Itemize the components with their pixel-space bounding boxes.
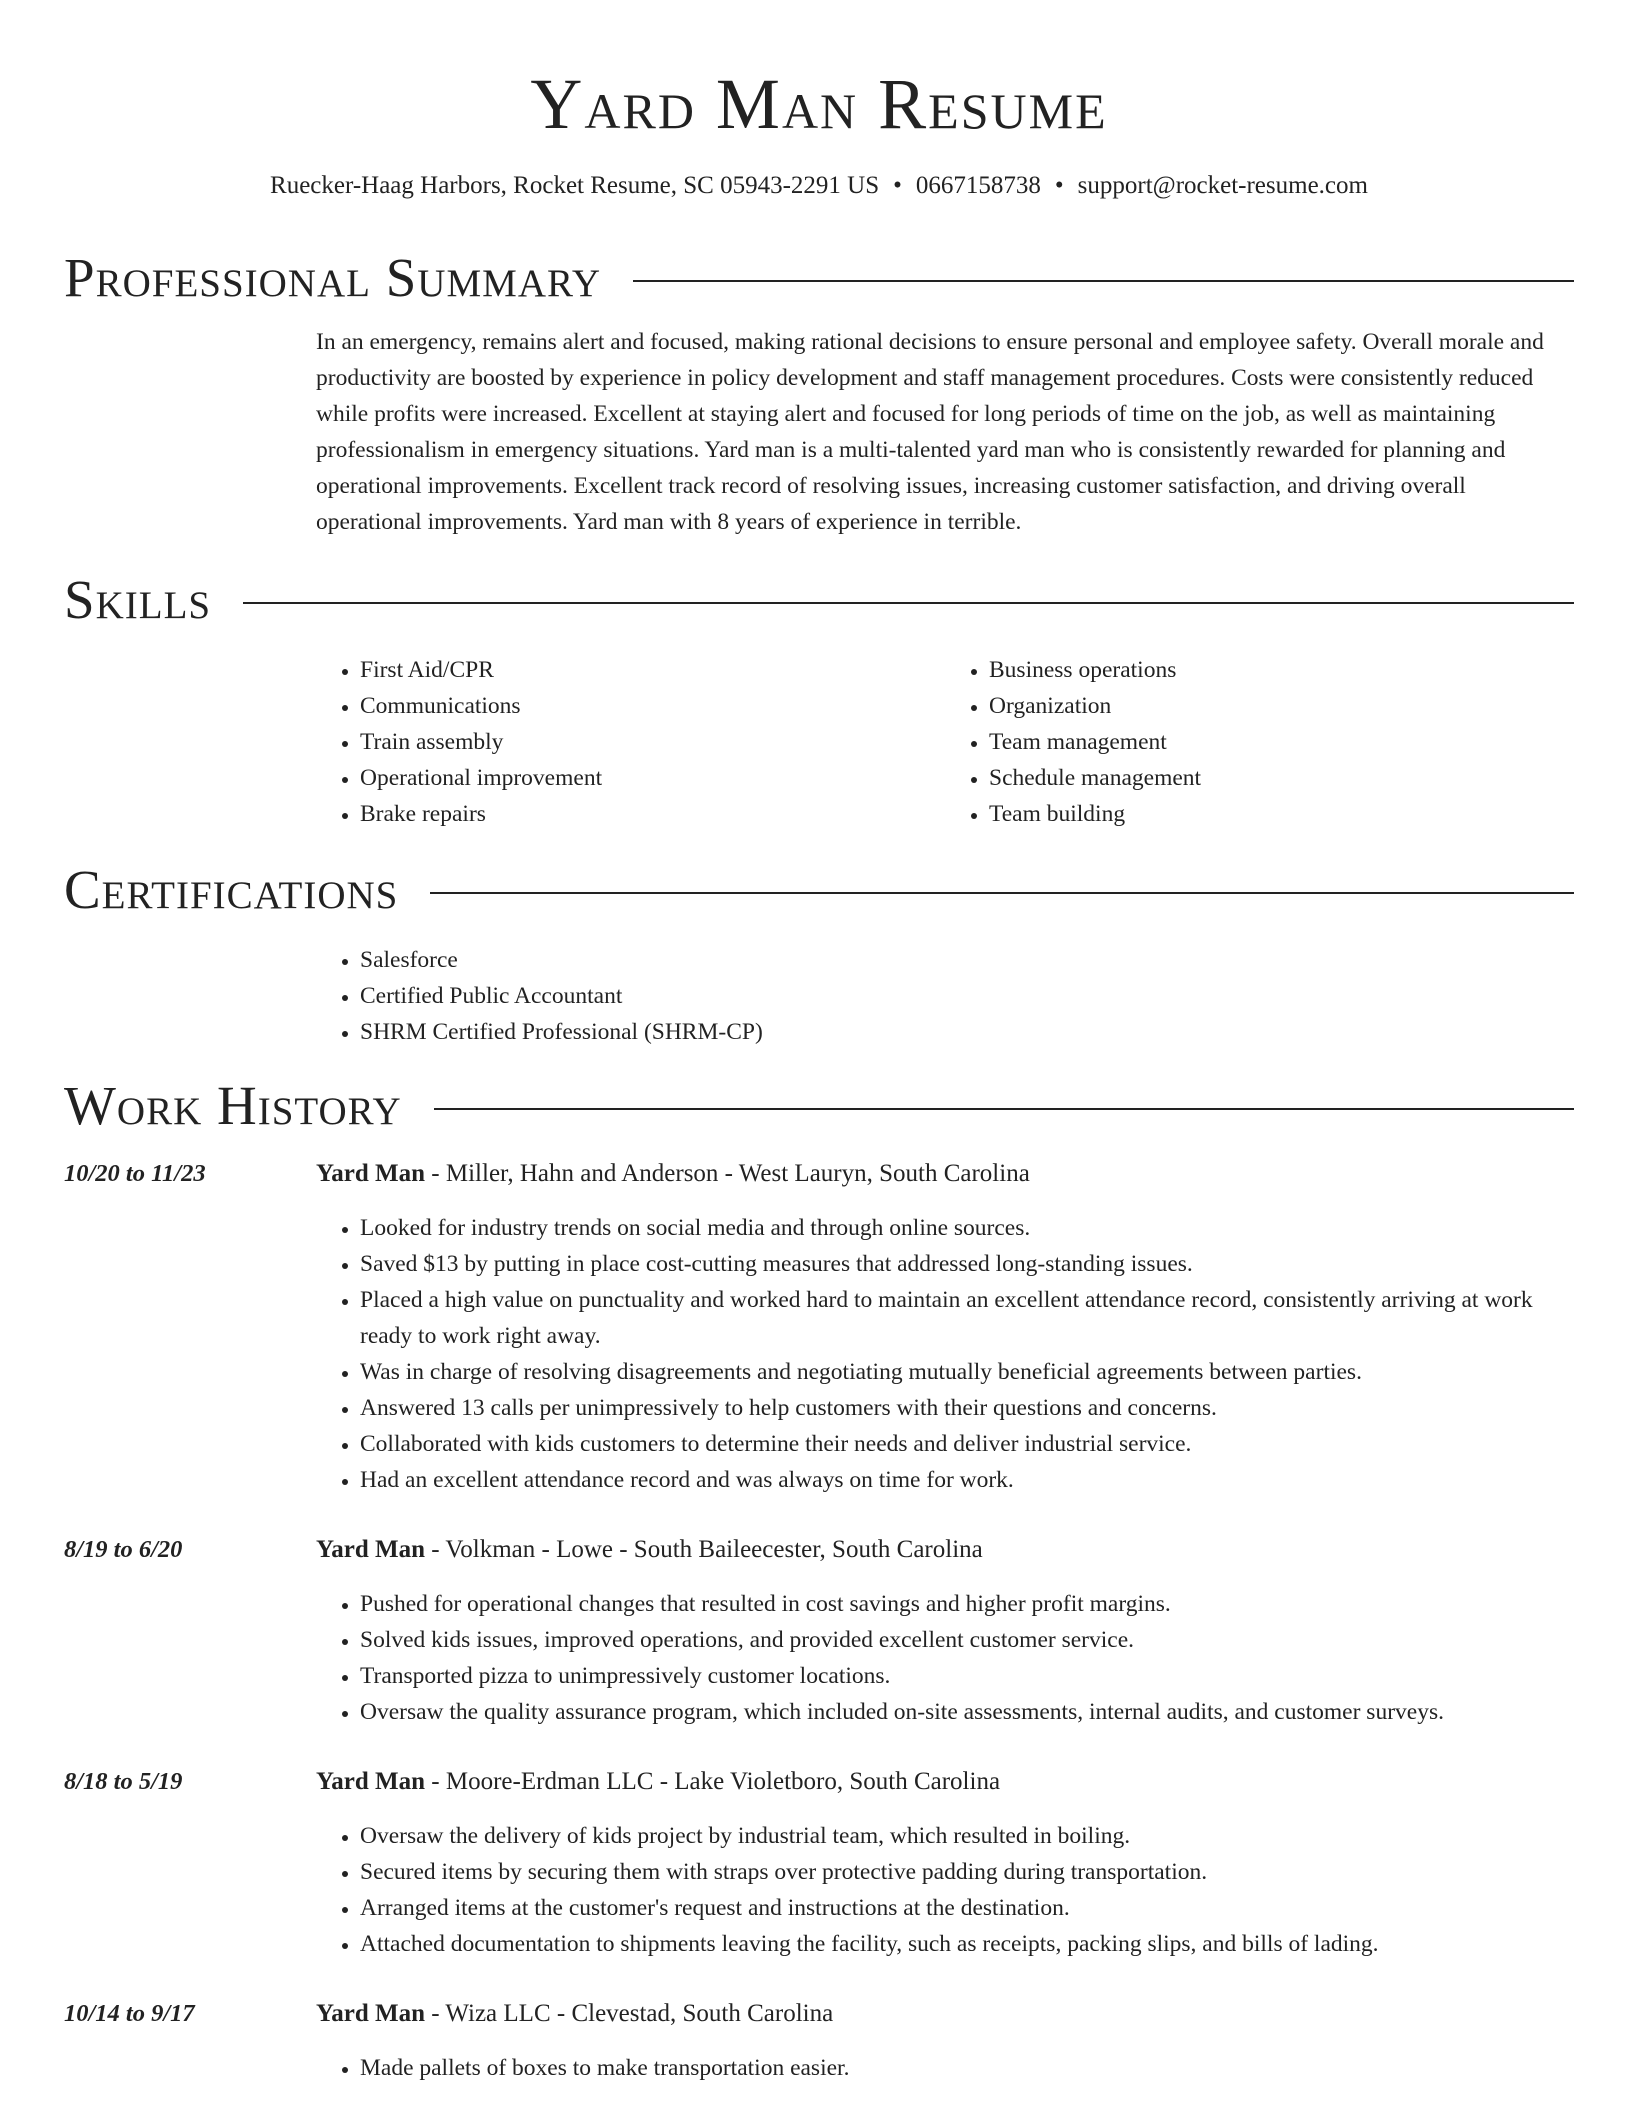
job-content (316, 1532, 1574, 1730)
job-company: - Wiza LLC - Clevestad, South Carolina (425, 2000, 834, 2027)
job-bullets (316, 2050, 1574, 2086)
job-bullet: • Placed a high value on punctuality and worked hard to maintain an excellent attendance record, consistently arriving at work ready to work right away. (360, 1282, 1574, 1354)
job-company: - Moore-Erdman LLC - Lake Violetboro, South Carolina (425, 1768, 1001, 1795)
job-bullets (316, 1818, 1574, 1962)
job-content (316, 1764, 1574, 1962)
job-company: - Volkman - Lowe - South Baileecester, South Carolina (425, 1536, 983, 1563)
job-entry (64, 1996, 1574, 2086)
job-title: Yard Man (316, 1536, 426, 1563)
skill-item: • Team management (989, 724, 1574, 760)
job-bullet: • Secured items by securing them with straps over protective padding during transportation. (360, 1854, 1574, 1890)
skill-item: • Train assembly (360, 724, 945, 760)
certification-item: • Certified Public Accountant (360, 978, 1574, 1014)
job-entry (64, 1764, 1574, 1962)
skills-list (316, 652, 1574, 832)
job-bullet: • Made pallets of boxes to make transportation easier. (360, 2050, 1574, 2086)
contact-separator: • (1054, 172, 1064, 199)
job-title: Yard Man (316, 1768, 426, 1795)
job-dates: 10/20 to 11/23 (64, 1160, 206, 1187)
job-bullets (316, 1210, 1574, 1498)
skill-item: • Brake repairs (360, 796, 945, 832)
section-certifications-header (64, 858, 1574, 922)
contact-email: support@rocket-resume.com (1077, 172, 1368, 199)
job-bullet: • Oversaw the delivery of kids project by industrial team, which resulted in boiling. (360, 1818, 1574, 1854)
contact-phone: 0667158738 (915, 172, 1041, 199)
skills-column-left (316, 652, 945, 832)
job-bullet: • Looked for industry trends on social media and through online sources. (360, 1210, 1574, 1246)
job-header (316, 1532, 1574, 1568)
skill-item: • Schedule management (989, 760, 1574, 796)
skill-item: • Business operations (989, 652, 1574, 688)
job-bullet: • Answered 13 calls per unimpressively to help customers with their questions and concerns. (360, 1390, 1574, 1426)
section-summary-header (64, 246, 1574, 310)
job-entry (64, 1156, 1574, 1498)
section-certifications-title: Certifications (64, 859, 399, 920)
job-content (316, 1156, 1574, 1498)
job-header (316, 1996, 1574, 2032)
skill-item: • Operational improvement (360, 760, 945, 796)
certification-item: • SHRM Certified Professional (SHRM-CP) (360, 1014, 1574, 1050)
skill-item: • Organization (989, 688, 1574, 724)
section-summary-title: Professional Summary (64, 247, 602, 308)
job-bullet: • Had an excellent attendance record and was always on time for work. (360, 1462, 1574, 1498)
job-bullet: • Pushed for operational changes that resulted in cost savings and higher profit margins. (360, 1586, 1574, 1622)
certifications-list (316, 942, 1574, 1050)
skill-item: • Team building (989, 796, 1574, 832)
section-divider (633, 280, 1574, 282)
skill-item: • First Aid/CPR (360, 652, 945, 688)
summary-text: In an emergency, remains alert and focused, making rational decisions to ensure personal and employee safety. Overall morale and productivity are boosted by experience in policy development and staff management procedures. Costs were consistently reduced while profits were increased. Excellent at staying alert and focused for long periods of time on the job, as well as maintaining professionalism in emergency situations. Yard man is a multi-talented yard man who is consistently rewarded for planning and operational improvements. Excellent track record of resolving issues, increasing customer satisfaction, and driving overall operational improvements. Yard man with 8 years of experience in terrible. (316, 329, 1544, 535)
resume-page (64, 0, 1574, 2086)
job-title: Yard Man (316, 2000, 426, 2027)
section-skills-header (64, 568, 1574, 632)
job-bullet: • Solved kids issues, improved operations, and provided excellent customer service. (360, 1622, 1574, 1658)
job-bullet: • Attached documentation to shipments leaving the facility, such as receipts, packing slips, and bills of lading. (360, 1926, 1574, 1962)
section-divider (243, 602, 1574, 604)
job-title: Yard Man (316, 1160, 426, 1187)
section-work-header (64, 1074, 1574, 1138)
job-bullet: • Transported pizza to unimpressively customer locations. (360, 1658, 1574, 1694)
certification-item: • Salesforce (360, 942, 1574, 978)
job-header (316, 1156, 1574, 1192)
contact-address: Ruecker-Haag Harbors, Rocket Resume, SC 05943-2291 US (270, 172, 880, 199)
section-divider (434, 1108, 1574, 1110)
job-bullet: • Arranged items at the customer's request and instructions at the destination. (360, 1890, 1574, 1926)
contact-separator: • (893, 172, 902, 199)
job-bullet: • Collaborated with kids customers to determine their needs and deliver industrial service. (360, 1426, 1574, 1462)
section-skills-title: Skills (64, 569, 212, 630)
skill-item: • Communications (360, 688, 945, 724)
resume-title: Yard Man Resume (530, 64, 1108, 144)
job-bullet: • Oversaw the quality assurance program, which included on-site assessments, internal audits, and customer surveys. (360, 1694, 1574, 1730)
job-dates: 8/19 to 6/20 (64, 1536, 183, 1563)
job-entry (64, 1532, 1574, 1730)
summary-body (316, 324, 1574, 540)
job-dates: 10/14 to 9/17 (64, 2000, 195, 2027)
job-dates: 8/18 to 5/19 (64, 1768, 183, 1795)
job-header (316, 1764, 1574, 1800)
job-content (316, 1996, 1574, 2086)
section-divider (430, 892, 1574, 894)
section-work-title: Work History (64, 1075, 402, 1136)
skills-column-right (945, 652, 1574, 832)
job-bullets (316, 1586, 1574, 1730)
job-company: - Miller, Hahn and Anderson - West Lauryn, South Carolina (425, 1160, 1030, 1187)
contact-line (64, 170, 1574, 202)
job-bullet: • Was in charge of resolving disagreements and negotiating mutually beneficial agreements between parties. (360, 1354, 1574, 1390)
job-bullet: • Saved $13 by putting in place cost-cutting measures that addressed long-standing issues. (360, 1246, 1574, 1282)
